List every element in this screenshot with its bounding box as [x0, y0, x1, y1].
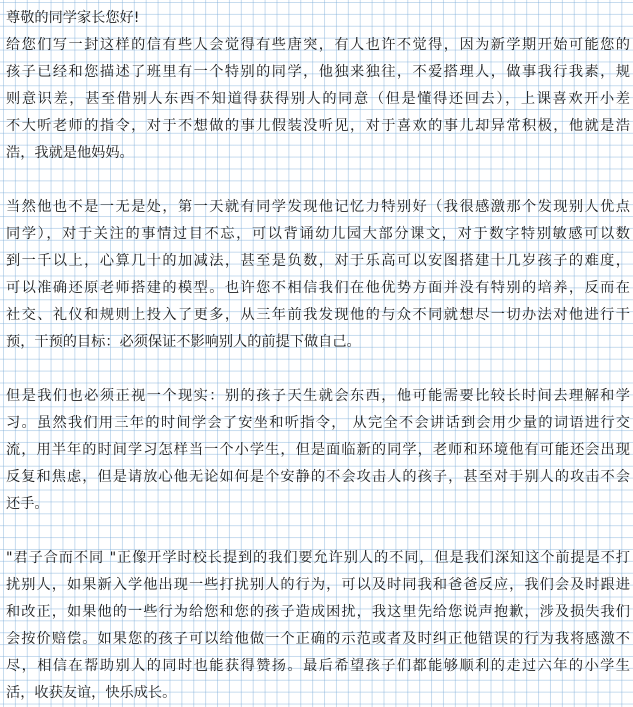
paragraph-line: 不大听老师的指令，对于不想做的事儿假装没听见，对于喜欢的事儿却异常积极，他就是浩	[6, 118, 630, 134]
paragraph-line: 当然他也不是一无是处，第一天就有同学发现他记忆力特别好（我很感激那个发现别人优点	[6, 199, 630, 215]
paragraph-line: 可以准确还原老师搭建的模型。也许您不相信我们在他优势方面并没有特别的培养，反而在	[6, 280, 630, 296]
paragraph-1	[6, 32, 630, 167]
paragraph-line: 则意识差，甚至借别人东西不知道得获得别人的同意（但是懂得还回去），上课喜欢开小差	[6, 91, 630, 107]
paragraph-3	[6, 383, 630, 518]
paragraph-gap	[6, 356, 630, 383]
paragraph-gap	[6, 518, 630, 545]
paragraph-gap	[6, 167, 630, 194]
letter-body	[6, 5, 630, 707]
paragraph-4	[6, 545, 630, 707]
paragraph-line: 社交、礼仪和规则上投入了更多，从三年前我发现他的与众不同就想尽一切办法对他进行干	[6, 307, 630, 323]
paragraph-2	[6, 194, 630, 356]
paragraph-line: 孩子已经和您描述了班里有一个特别的同学，他独来独往，不爱搭理人，做事我行我素，规	[6, 64, 630, 80]
paragraph-line: 习。虽然我们用三年的时间学会了安坐和听指令， 从完全不会讲话到会用少量的词语进行交	[6, 415, 630, 431]
paragraph-line: 给您们写一封这样的信有些人会觉得有些唐突，有人也许不觉得，因为新学期开始可能您的	[6, 37, 630, 53]
greeting-line: 尊敬的同学家长您好!	[6, 10, 140, 26]
paragraph-line: "君子合而不同 "正像开学时校长提到的我们要允许别人的不同，但是我们深知这个前提是不打	[6, 550, 630, 566]
paragraph-line: 同学），对于关注的事情过目不忘，可以背诵幼儿园大部分课文，对于数字特别敏感可以数	[6, 226, 630, 242]
paragraph-line: 但是我们也必须正视一个现实：别的孩子天生就会东西，他可能需要比较长时间去理解和学	[6, 388, 630, 404]
paragraph-line: 反复和焦虑，但是请放心他无论如何是个安静的不会攻击人的孩子，甚至对于别人的攻击不会	[6, 469, 630, 485]
paragraph-line: 浩，我就是他妈妈。	[6, 145, 134, 161]
paragraph-line: 尽，相信在帮助别人的同时也能获得赞扬。最后希望孩子们都能够顺利的走过六年的小学生	[6, 658, 630, 674]
paragraph-line: 流，用半年的时间学习怎样当一个小学生，但是面临新的同学，老师和环境他有可能还会出现	[6, 442, 630, 458]
paragraph-line: 还手。	[6, 496, 49, 512]
paragraph-line: 和改正，如果他的一些行为给您和您的孩子造成困扰，我这里先给您说声抱歉，涉及损失我们	[6, 604, 630, 620]
paragraph-line: 扰别人，如果新入学他出现一些打扰别人的行为，可以及时同我和爸爸反应，我们会及时跟进	[6, 577, 630, 593]
paragraph-line: 活，收获友谊，快乐成长。	[6, 685, 177, 701]
paragraph-line: 预，干预的目标：必须保证不影响别人的前提下做自己。	[6, 334, 361, 350]
paragraph-line: 到一千以上，心算几十的加减法，甚至是负数，对于乐高可以安图搭建十几岁孩子的难度，	[6, 253, 630, 269]
paragraph-line: 会按价赔偿。如果您的孩子可以给他做一个正确的示范或者及时纠正他错误的行为我将感激不	[6, 631, 630, 647]
